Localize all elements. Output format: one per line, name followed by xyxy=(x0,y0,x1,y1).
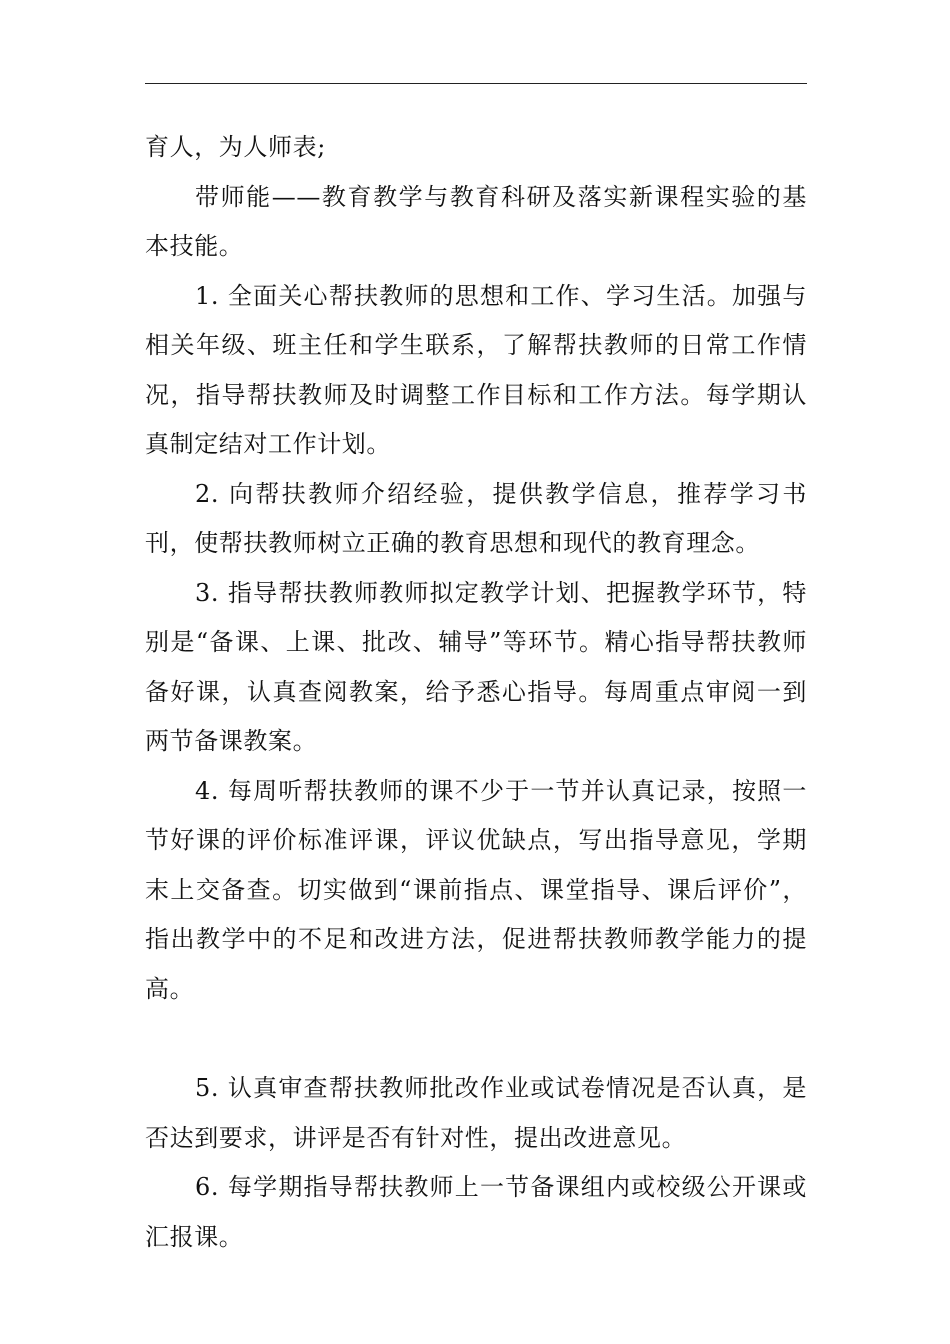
paragraph-item-3: 3. 指导帮扶教师教师拟定教学计划、把握教学环节，特别是“备课、上课、批改、辅导”等环节。精心指导帮扶教师备好课，认真查阅教案，给予悉心指导。每周重点审阅一到两节备课教案。 xyxy=(145,578,807,755)
paragraph-item-6: 6. 每学期指导帮扶教师上一节备课组内或校级公开课或汇报课。 xyxy=(145,1173,807,1251)
paragraph-item-4: 4. 每周听帮扶教师的课不少于一节并认真记录，按照一节好课的评价标准评课，评议优缺点，写出指导意见，学期末上交备查。切实做到“课前指点、课堂指导、课后评价”，指出教学中的不足和改进方法，促进帮扶教师教学能力的提高。 xyxy=(145,776,807,1003)
paragraph-item-2: 2. 向帮扶教师介绍经验，提供教学信息，推荐学习书刊，使帮扶教师树立正确的教育思想和现代的教育理念。 xyxy=(145,479,807,557)
document-body xyxy=(145,123,807,1262)
paragraph-gap xyxy=(145,1014,807,1064)
paragraph-item-1: 1. 全面关心帮扶教师的思想和工作、学习生活。加强与相关年级、班主任和学生联系，了解帮扶教师的日常工作情况，指导帮扶教师及时调整工作目标和工作方法。每学期认真制定结对工作计划。 xyxy=(145,281,807,458)
paragraph-item-5: 5. 认真审查帮扶教师批改作业或试卷情况是否认真，是否达到要求，讲评是否有针对性，提出改进意见。 xyxy=(145,1074,807,1152)
header-rule xyxy=(145,83,807,84)
paragraph-continuation: 育人，为人师表; xyxy=(145,133,326,161)
paragraph-teacher-skills: 带师能——教育教学与教育科研及落实新课程实验的基本技能。 xyxy=(145,182,807,260)
